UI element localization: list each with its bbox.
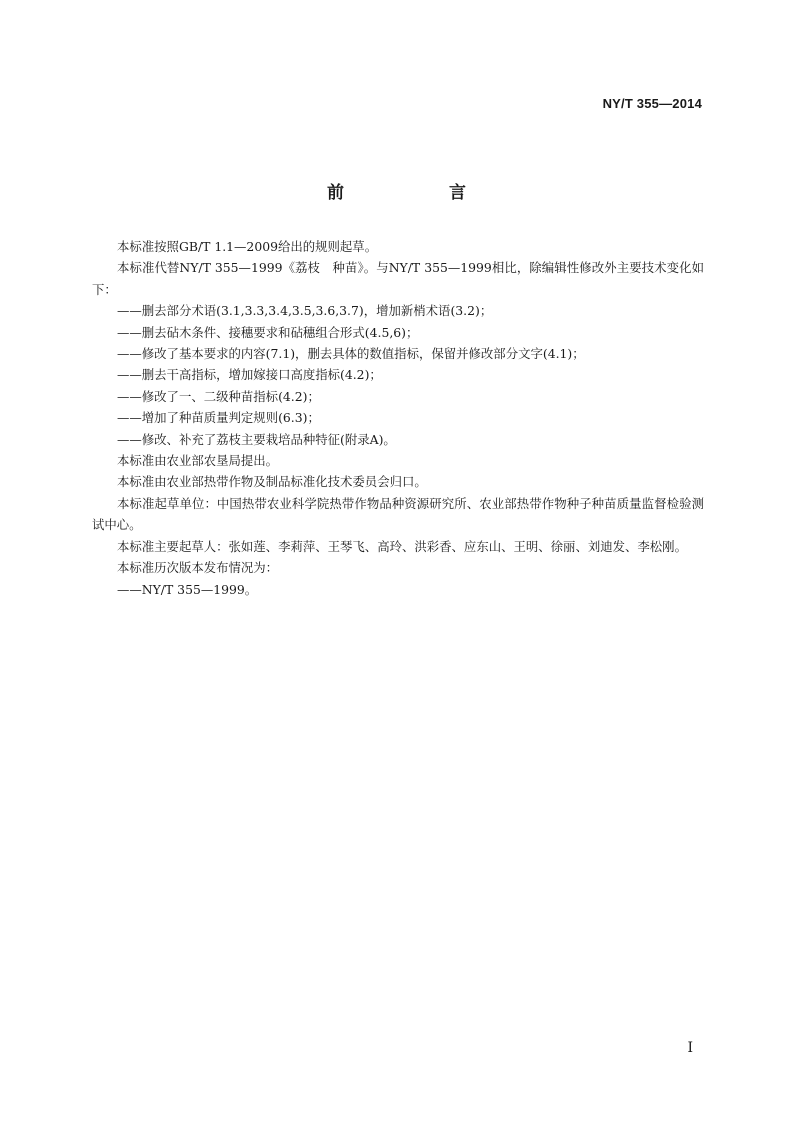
foreword-body	[92, 236, 704, 600]
page-number: I	[687, 1040, 693, 1056]
paragraph-drafting-rules: 本标准按照GB/T 1.1—2009给出的规则起草。	[117, 239, 378, 254]
change-item: ——修改了基本要求的内容(7.1)，删去具体的数值指标，保留并修改部分文字(4.1)；	[117, 346, 585, 362]
paragraph-replacement: 本标准代替NY/T 355—1999《荔枝 种苗》。与NY/T 355—1999相比，除编辑性修改外主要技术变化如下：	[92, 260, 704, 297]
change-item: ——删去砧木条件、接穗要求和砧穗组合形式(4.5,6)；	[117, 324, 419, 340]
release-history-item: ——NY/T 355—1999。	[117, 581, 258, 597]
paragraph-committee: 本标准由农业部热带作物及制品标准化技术委员会归口。	[117, 474, 427, 490]
change-item: ——删去部分术语(3.1,3.3,3.4,3.5,3.6,3.7)，增加新梢术语(3.2)；	[117, 303, 493, 319]
paragraph-proposer: 本标准由农业部农垦局提出。	[117, 453, 279, 469]
paragraph-release-history: 本标准历次版本发布情况为：	[117, 560, 279, 576]
paragraph-drafters: 本标准主要起草人：张如莲、李莉萍、王琴飞、高玲、洪彩香、应东山、王明、徐丽、刘迪发、李松刚。	[117, 538, 687, 554]
change-item: ——删去干高指标，增加嫁接口高度指标(4.2)；	[117, 367, 382, 383]
page-title: 前 言	[327, 183, 510, 203]
standard-code: NY/T 355—2014	[602, 96, 702, 111]
change-item: ——增加了种苗质量判定规则(6.3)；	[117, 410, 320, 426]
change-item: ——修改了一、二级种苗指标(4.2)；	[117, 388, 320, 404]
paragraph-drafting-units: 本标准起草单位：中国热带农业科学院热带作物品种资源研究所、农业部热带作物种子种苗质量监督检验测试中心。	[92, 495, 704, 533]
change-item: ——修改、补充了荔枝主要栽培品种特征(附录A)。	[117, 431, 396, 447]
